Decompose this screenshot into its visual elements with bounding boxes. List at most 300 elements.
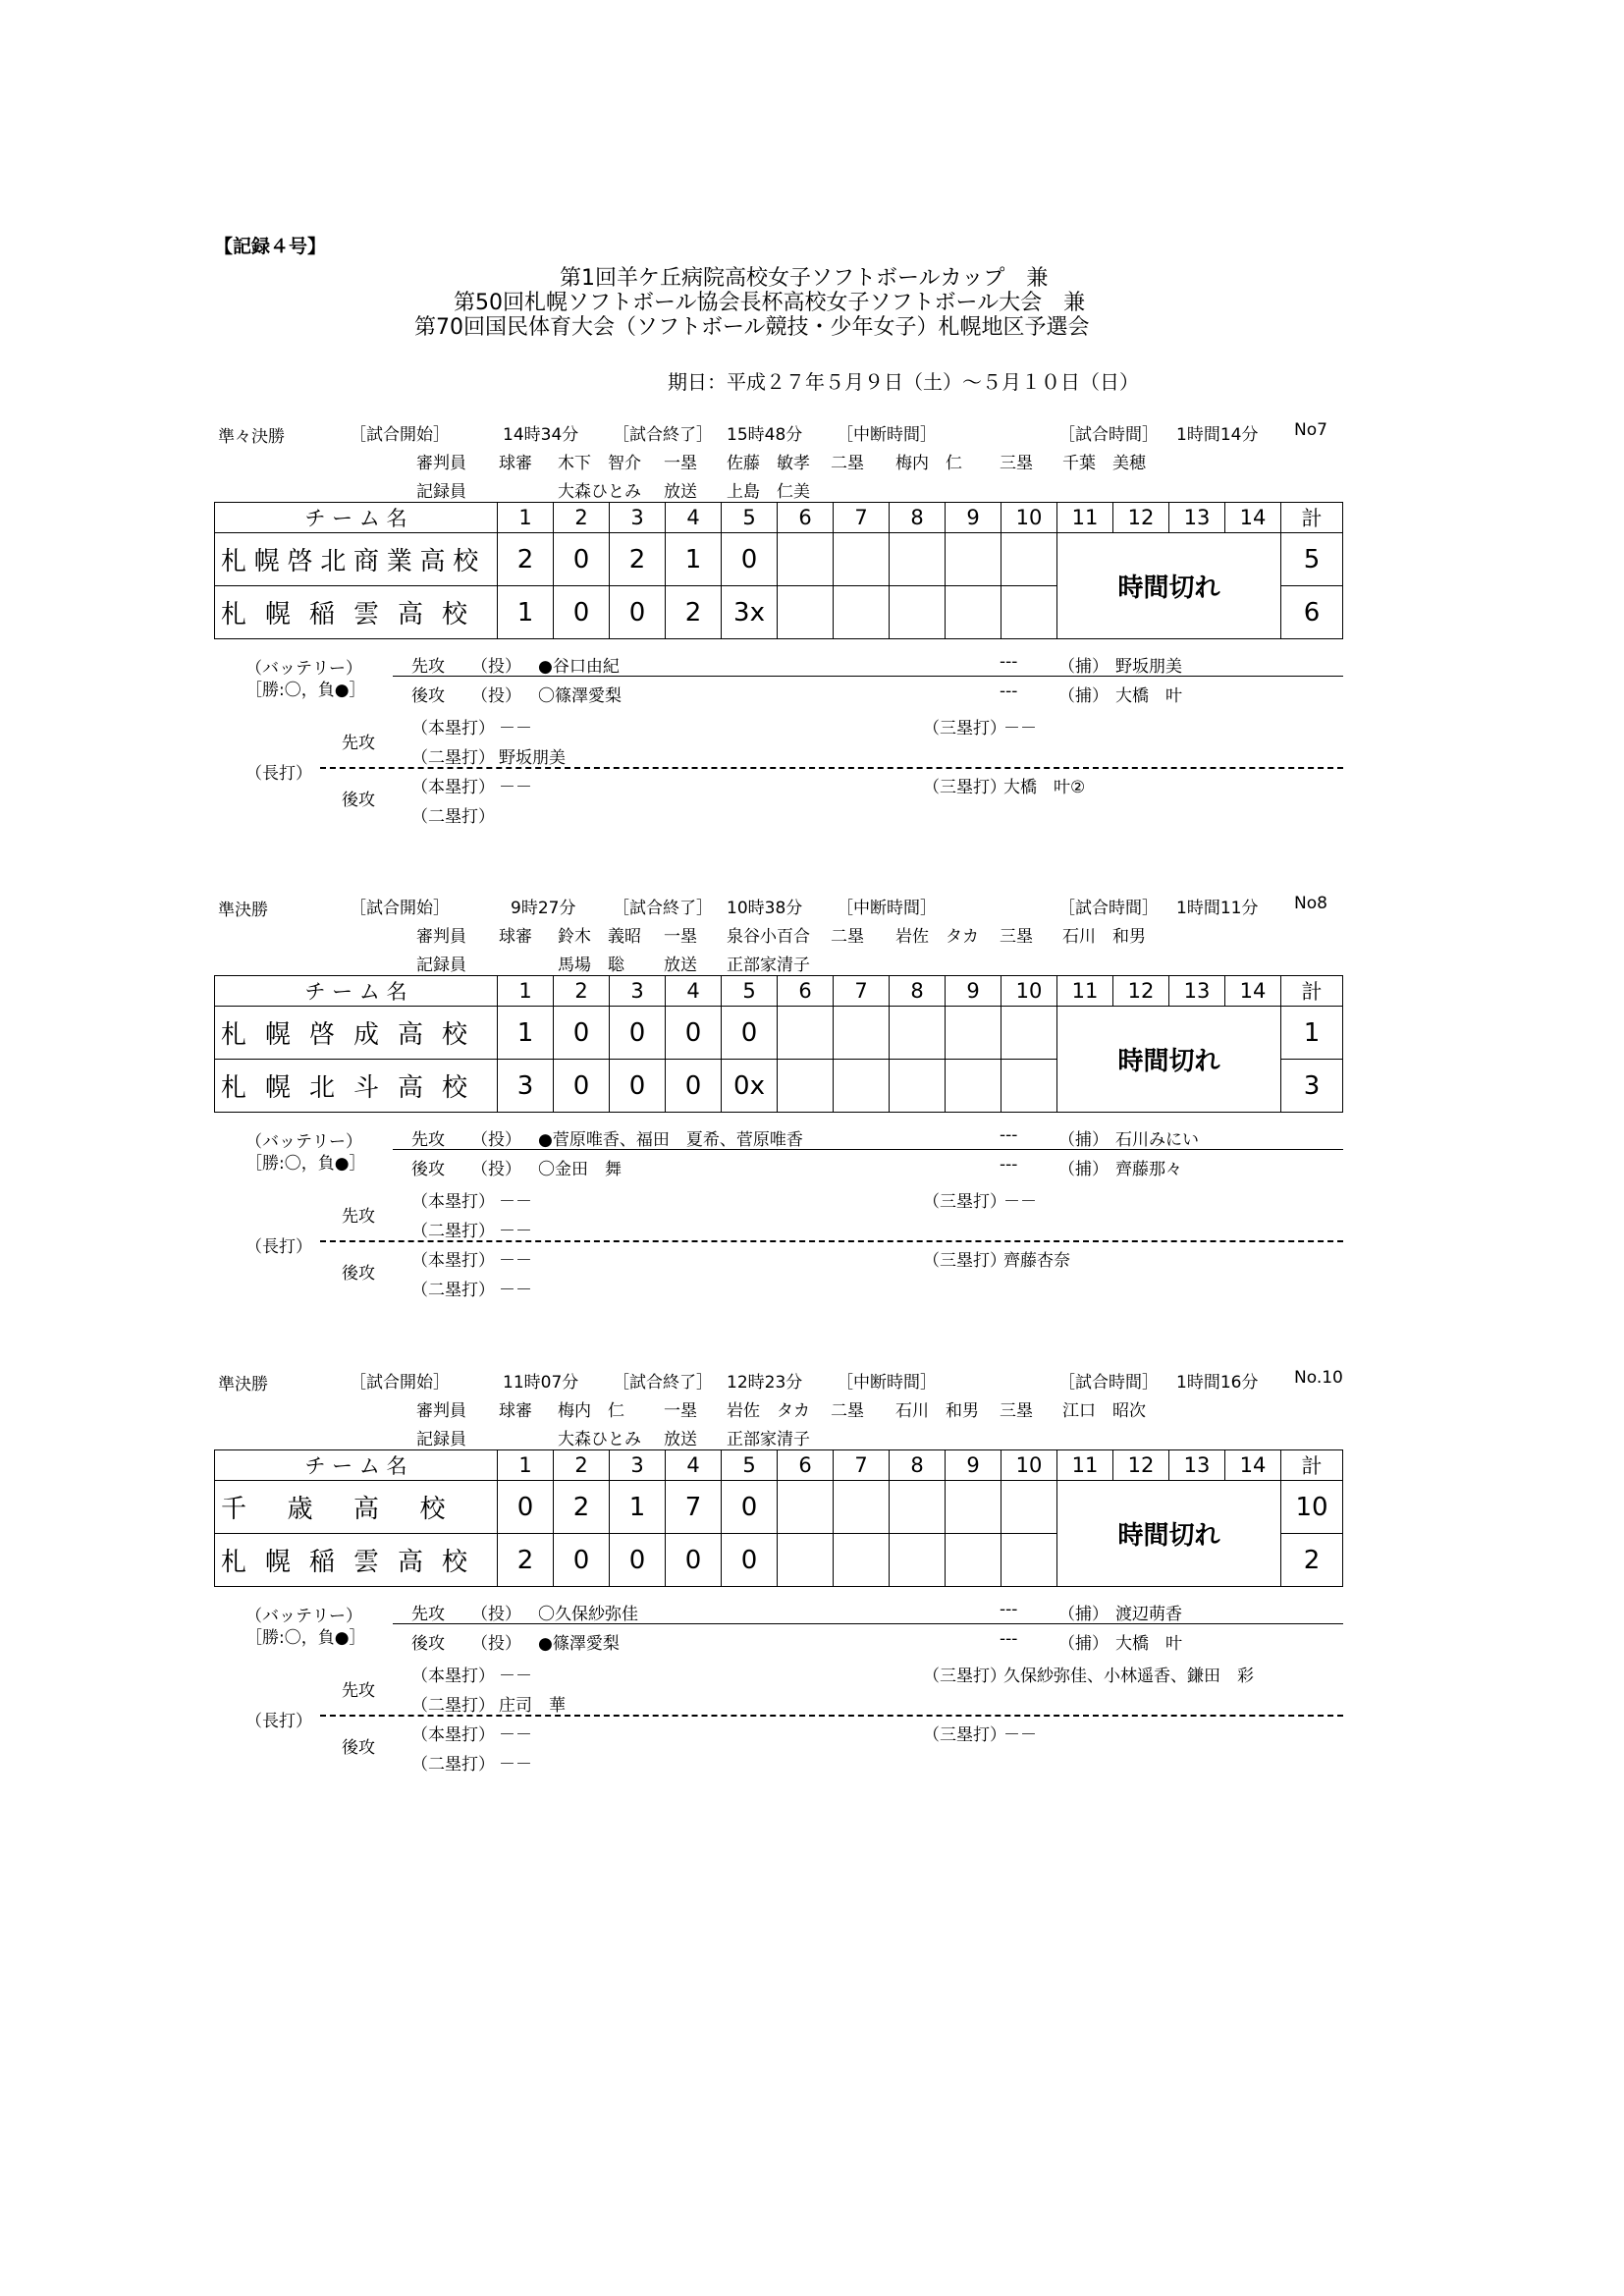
team-name-char: 幌 <box>265 1020 292 1050</box>
first-double-label: （二塁打） <box>411 1222 495 1241</box>
inning-score: 2 <box>610 533 666 586</box>
inning-score: 0 <box>666 1060 722 1113</box>
inning-header: 2 <box>554 976 610 1007</box>
second-pitcher: 〇篠澤愛梨 <box>538 686 622 706</box>
inning-score: 3x <box>722 586 778 639</box>
broadcast-name: 正部家清子 <box>727 1430 810 1449</box>
second-attack-label: 後攻 <box>411 1634 445 1654</box>
first-attack-label: 先攻 <box>411 1130 445 1150</box>
team-name-char: 高 <box>353 1495 380 1524</box>
team-name-char: 千 <box>221 1495 247 1524</box>
start-label: ［試合開始］ <box>350 425 450 445</box>
inning-header: 5 <box>722 976 778 1007</box>
team-name-char: 高 <box>398 600 424 629</box>
inning-score <box>834 1060 890 1113</box>
catcher-label-1: （捕） <box>1058 657 1109 677</box>
duration-label: ［試合時間］ <box>1058 899 1159 918</box>
game-number: No.10 <box>1294 1368 1343 1388</box>
team-total: 10 <box>1281 1481 1343 1534</box>
inning-score: 3 <box>498 1060 554 1113</box>
inning-header: 11 <box>1057 1450 1113 1481</box>
second-base-umpire: 梅内 仁 <box>895 454 962 473</box>
team-name-char: 札 <box>221 1020 247 1050</box>
inning-score <box>778 586 834 639</box>
team-name-text <box>221 541 486 577</box>
team-name-char: 高 <box>398 1548 424 1577</box>
end-time: 10時38分 <box>727 899 803 918</box>
recorder-name: 馬場 聡 <box>558 956 624 975</box>
first-base-label: 一塁 <box>664 454 697 473</box>
inning-score: 2 <box>554 1481 610 1534</box>
inning-score <box>1001 586 1057 639</box>
inning-header: 11 <box>1057 976 1113 1007</box>
inning-score <box>834 1007 890 1060</box>
broadcast-label: 放送 <box>664 482 697 502</box>
inning-header: 5 <box>722 1450 778 1481</box>
plate-umpire: 梅内 仁 <box>558 1401 624 1421</box>
battery-label: （バッテリー） <box>245 1132 362 1152</box>
team-name-text <box>221 594 486 630</box>
second-double: －－ <box>499 1755 532 1775</box>
dash-2: --- <box>1000 1629 1018 1649</box>
team-total: 1 <box>1281 1007 1343 1060</box>
first-triple-label: （三塁打） <box>923 1667 1006 1686</box>
second-attack-label: 後攻 <box>411 686 445 706</box>
team-name-char: 業 <box>386 547 412 576</box>
pitcher-label-2: （投） <box>471 1160 521 1179</box>
title-line-2: 第50回札幌ソフトボール協会長杯高校女子ソフトボール大会 兼 <box>454 291 1086 315</box>
recorder-name: 大森ひとみ <box>558 482 641 502</box>
first-attack-label: 先攻 <box>411 1605 445 1624</box>
first-double: 庄司 華 <box>499 1696 566 1716</box>
inning-header: 3 <box>610 976 666 1007</box>
title-line-3: 第70回国民体育大会（ソフトボール競技・少年女子）札幌地区予選会 <box>414 315 1090 340</box>
inning-score: 0 <box>722 1007 778 1060</box>
second-base-label: 二塁 <box>831 454 864 473</box>
umpire-label: 審判員 <box>416 454 466 473</box>
long-second-attack-label: 後攻 <box>342 1264 375 1284</box>
plate-label: 球審 <box>499 927 532 947</box>
inning-header: 13 <box>1169 976 1225 1007</box>
inning-score: 0 <box>722 1481 778 1534</box>
inning-score <box>890 1534 946 1587</box>
second-triple: 齊藤杏奈 <box>1003 1251 1070 1271</box>
first-double-label: （二塁打） <box>411 748 495 768</box>
inning-score <box>834 586 890 639</box>
team-name-char: 高 <box>419 547 446 576</box>
first-base-label: 一塁 <box>664 927 697 947</box>
first-base-umpire: 泉谷小百合 <box>727 927 810 947</box>
first-double: 野坂朋美 <box>499 748 566 768</box>
inning-header: 3 <box>610 1450 666 1481</box>
second-hr-label: （本塁打） <box>411 1725 495 1745</box>
first-catcher: 野坂朋美 <box>1115 657 1182 677</box>
long-hits-label: （長打） <box>245 1237 312 1257</box>
team-name-char: 札 <box>221 1073 247 1103</box>
second-hr-label: （本塁打） <box>411 778 495 797</box>
battery-divider <box>393 676 1343 677</box>
first-triple: －－ <box>1003 1192 1037 1212</box>
inning-header: 9 <box>946 976 1001 1007</box>
end-label: ［試合終了］ <box>613 425 713 445</box>
first-hr-label: （本塁打） <box>411 719 495 738</box>
inning-score <box>1001 1481 1057 1534</box>
win-loss-label: ［勝:〇，負●］ <box>245 681 366 700</box>
team-total: 3 <box>1281 1060 1343 1113</box>
inning-score <box>890 1481 946 1534</box>
dash-1: --- <box>1000 652 1018 672</box>
inning-header: 13 <box>1169 503 1225 533</box>
first-pitcher: ●菅原唯香、福田 夏希、菅原唯香 <box>538 1130 803 1150</box>
first-hr: －－ <box>499 1192 532 1212</box>
second-triple-label: （三塁打） <box>923 1725 1006 1745</box>
first-triple: －－ <box>1003 719 1037 738</box>
inning-score <box>946 533 1001 586</box>
end-label: ［試合終了］ <box>613 1373 713 1393</box>
team-name <box>215 1060 498 1113</box>
first-triple: 久保紗弥佳、小林遥香、鎌田 彩 <box>1003 1667 1254 1686</box>
inning-header: 8 <box>890 1450 946 1481</box>
plate-label: 球審 <box>499 1401 532 1421</box>
inning-header: 1 <box>498 1450 554 1481</box>
inning-score: 0 <box>554 586 610 639</box>
scoreboard <box>214 975 1343 1113</box>
second-attack-label: 後攻 <box>411 1160 445 1179</box>
inning-header: 2 <box>554 503 610 533</box>
inning-score: 7 <box>666 1481 722 1534</box>
catcher-label-2: （捕） <box>1058 1634 1109 1654</box>
inning-header: 8 <box>890 976 946 1007</box>
first-base-label: 一塁 <box>664 1401 697 1421</box>
team-name-char: 校 <box>442 1548 468 1577</box>
recorder-label: 記録員 <box>416 956 466 975</box>
second-pitcher: ●篠澤愛梨 <box>538 1634 620 1654</box>
long-hits-divider <box>320 767 1343 769</box>
start-label: ［試合開始］ <box>350 899 450 918</box>
dash-1: --- <box>1000 1125 1018 1145</box>
team-name <box>215 1534 498 1587</box>
pitcher-label-2: （投） <box>471 1634 521 1654</box>
inning-score: 1 <box>498 1007 554 1060</box>
inning-score <box>946 1534 1001 1587</box>
recorder-label: 記録員 <box>416 1430 466 1449</box>
inning-header: 11 <box>1057 503 1113 533</box>
inning-score <box>946 1060 1001 1113</box>
inning-score <box>778 533 834 586</box>
inning-header: 4 <box>666 976 722 1007</box>
suspend-label: ［中断時間］ <box>837 899 937 918</box>
team-name-char: 高 <box>398 1073 424 1103</box>
second-pitcher: 〇金田 舞 <box>538 1160 622 1179</box>
inning-score: 2 <box>498 1534 554 1587</box>
inning-score <box>834 1481 890 1534</box>
inning-score: 0 <box>666 1534 722 1587</box>
second-base-label: 二塁 <box>831 1401 864 1421</box>
catcher-label-1: （捕） <box>1058 1130 1109 1150</box>
inning-score <box>890 1060 946 1113</box>
catcher-label-2: （捕） <box>1058 1160 1109 1179</box>
team-name-char: 雲 <box>353 1548 380 1577</box>
inning-score <box>1001 1007 1057 1060</box>
first-attack-label: 先攻 <box>411 657 445 677</box>
third-base-label: 三塁 <box>1000 454 1033 473</box>
team-name-char: 幌 <box>265 1073 292 1103</box>
first-triple-label: （三塁打） <box>923 719 1006 738</box>
suspend-label: ［中断時間］ <box>837 1373 937 1393</box>
dash-1: --- <box>1000 1600 1018 1619</box>
team-name <box>215 1481 498 1534</box>
inning-header: 9 <box>946 1450 1001 1481</box>
win-loss-label: ［勝:〇，負●］ <box>245 1154 366 1174</box>
second-double-label: （二塁打） <box>411 807 495 827</box>
first-pitcher: ●谷口由紀 <box>538 657 620 677</box>
first-triple-label: （三塁打） <box>923 1192 1006 1212</box>
inning-score <box>778 1007 834 1060</box>
first-hr-label: （本塁打） <box>411 1192 495 1212</box>
team-name-char: 校 <box>442 1020 468 1050</box>
inning-score <box>946 586 1001 639</box>
inning-header: 6 <box>778 503 834 533</box>
end-time: 15時48分 <box>727 425 803 445</box>
win-loss-label: ［勝:〇，負●］ <box>245 1628 366 1648</box>
team-name-char: 歳 <box>287 1495 313 1524</box>
first-base-umpire: 岩佐 タカ <box>727 1401 810 1421</box>
suspend-label: ［中断時間］ <box>837 425 937 445</box>
inning-score <box>1001 1060 1057 1113</box>
duration-time: 1時間14分 <box>1176 425 1259 445</box>
long-first-attack-label: 先攻 <box>342 1207 375 1227</box>
team-name-char: 稲 <box>309 1548 336 1577</box>
inning-score <box>778 1060 834 1113</box>
inning-score <box>946 1007 1001 1060</box>
battery-divider <box>393 1149 1343 1150</box>
inning-score: 0 <box>554 1060 610 1113</box>
inning-score: 1 <box>666 533 722 586</box>
inning-header: 12 <box>1113 976 1169 1007</box>
inning-header: 6 <box>778 1450 834 1481</box>
team-name-char: 雲 <box>353 600 380 629</box>
team-name-char: 幌 <box>265 1548 292 1577</box>
game-note: 時間切れ <box>1057 1481 1281 1587</box>
team-name <box>215 586 498 639</box>
record-number: 【記録４号】 <box>214 236 327 257</box>
second-double-label: （二塁打） <box>411 1755 495 1775</box>
duration-time: 1時間11分 <box>1176 899 1259 918</box>
inning-header: 4 <box>666 1450 722 1481</box>
first-base-umpire: 佐藤 敏孝 <box>727 454 810 473</box>
inning-header: 10 <box>1001 976 1057 1007</box>
end-label: ［試合終了］ <box>613 899 713 918</box>
long-second-attack-label: 後攻 <box>342 791 375 810</box>
long-first-attack-label: 先攻 <box>342 734 375 753</box>
inning-score: 2 <box>498 533 554 586</box>
inning-header: 7 <box>834 503 890 533</box>
scoreboard <box>214 502 1343 639</box>
inning-header: 14 <box>1225 1450 1281 1481</box>
inning-score: 0x <box>722 1060 778 1113</box>
long-second-attack-label: 後攻 <box>342 1738 375 1758</box>
inning-score: 1 <box>498 586 554 639</box>
pitcher-label-1: （投） <box>471 1130 521 1150</box>
plate-label: 球審 <box>499 454 532 473</box>
inning-score: 0 <box>610 1060 666 1113</box>
start-time: 14時34分 <box>503 425 579 445</box>
team-name <box>215 1007 498 1060</box>
inning-score: 0 <box>610 1007 666 1060</box>
second-hr: －－ <box>499 1251 532 1271</box>
first-catcher: 渡辺萌香 <box>1115 1605 1182 1624</box>
inning-header: 12 <box>1113 503 1169 533</box>
second-hr: －－ <box>499 1725 532 1745</box>
inning-header: 5 <box>722 503 778 533</box>
third-base-umpire: 石川 和男 <box>1062 927 1146 947</box>
team-name-header: チ ー ム 名 <box>215 503 498 533</box>
team-name-char: 稲 <box>309 600 336 629</box>
team-name-char: 校 <box>442 600 468 629</box>
inning-score: 0 <box>722 533 778 586</box>
long-hits-divider <box>320 1715 1343 1717</box>
team-name-char: 北 <box>320 547 347 576</box>
team-total: 2 <box>1281 1534 1343 1587</box>
third-base-label: 三塁 <box>1000 927 1033 947</box>
team-name-header: チ ー ム 名 <box>215 976 498 1007</box>
battery-divider <box>393 1623 1343 1624</box>
inning-score <box>1001 1534 1057 1587</box>
period: 期日：平成２７年５月９日（土）～５月１０日（日） <box>668 370 1139 394</box>
title-line-1: 第1回羊ケ丘病院高校女子ソフトボールカップ 兼 <box>560 266 1049 291</box>
inning-header: 9 <box>946 503 1001 533</box>
plate-umpire: 鈴木 義昭 <box>558 927 641 947</box>
inning-header: 13 <box>1169 1450 1225 1481</box>
first-hr: －－ <box>499 719 532 738</box>
second-base-label: 二塁 <box>831 927 864 947</box>
start-label: ［試合開始］ <box>350 1373 450 1393</box>
second-catcher: 大橋 叶 <box>1115 686 1182 706</box>
inning-score <box>778 1481 834 1534</box>
long-first-attack-label: 先攻 <box>342 1681 375 1701</box>
inning-header: 8 <box>890 503 946 533</box>
team-name-char: 啓 <box>309 1020 336 1050</box>
second-catcher: 大橋 叶 <box>1115 1634 1182 1654</box>
inning-header: 4 <box>666 503 722 533</box>
inning-header: 7 <box>834 976 890 1007</box>
team-name-header: チ ー ム 名 <box>215 1450 498 1481</box>
first-catcher: 石川みにい <box>1115 1130 1199 1150</box>
catcher-label-2: （捕） <box>1058 686 1109 706</box>
long-hits-label: （長打） <box>245 764 312 784</box>
team-name-char: 校 <box>453 547 479 576</box>
umpire-label: 審判員 <box>416 927 466 947</box>
pitcher-label-1: （投） <box>471 1605 521 1624</box>
battery-label: （バッテリー） <box>245 659 362 679</box>
plate-umpire: 木下 智介 <box>558 454 641 473</box>
inning-score: 1 <box>610 1481 666 1534</box>
team-name-char: 札 <box>221 600 247 629</box>
second-triple-label: （三塁打） <box>923 1251 1006 1271</box>
total-header: 計 <box>1281 976 1343 1007</box>
scoreboard <box>214 1449 1343 1587</box>
team-name-char: 幌 <box>265 600 292 629</box>
first-hr-label: （本塁打） <box>411 1667 495 1686</box>
inning-score <box>834 1534 890 1587</box>
total-header: 計 <box>1281 1450 1343 1481</box>
broadcast-name: 上島 仁美 <box>727 482 810 502</box>
second-hr: －－ <box>499 778 532 797</box>
recorder-label: 記録員 <box>416 482 466 502</box>
third-base-umpire: 千葉 美穂 <box>1062 454 1146 473</box>
inning-header: 2 <box>554 1450 610 1481</box>
game-note: 時間切れ <box>1057 1007 1281 1113</box>
team-name-text <box>221 1014 486 1051</box>
first-double: －－ <box>499 1222 532 1241</box>
inning-score: 0 <box>666 1007 722 1060</box>
inning-header: 7 <box>834 1450 890 1481</box>
team-name-char: 幌 <box>253 547 280 576</box>
team-name-char: 校 <box>442 1073 468 1103</box>
umpire-label: 審判員 <box>416 1401 466 1421</box>
inning-header: 1 <box>498 503 554 533</box>
third-base-umpire: 江口 昭次 <box>1062 1401 1146 1421</box>
team-name-text <box>221 1067 486 1104</box>
inning-score <box>890 586 946 639</box>
recorder-name: 大森ひとみ <box>558 1430 641 1449</box>
round-label: 準決勝 <box>218 901 268 920</box>
inning-header: 10 <box>1001 503 1057 533</box>
inning-header: 1 <box>498 976 554 1007</box>
broadcast-name: 正部家清子 <box>727 956 810 975</box>
team-name-char: 成 <box>353 1020 380 1050</box>
inning-score: 0 <box>722 1534 778 1587</box>
team-name-char: 札 <box>221 547 247 576</box>
dash-2: --- <box>1000 1155 1018 1175</box>
inning-score <box>1001 533 1057 586</box>
inning-score <box>778 1534 834 1587</box>
team-name-char: 札 <box>221 1548 247 1577</box>
inning-score: 2 <box>666 586 722 639</box>
second-base-umpire: 岩佐 タカ <box>895 927 979 947</box>
first-double-label: （二塁打） <box>411 1696 495 1716</box>
inning-score <box>890 533 946 586</box>
team-total: 5 <box>1281 533 1343 586</box>
second-hr-label: （本塁打） <box>411 1251 495 1271</box>
second-double: －－ <box>499 1281 532 1300</box>
team-name-text <box>221 1542 486 1578</box>
broadcast-label: 放送 <box>664 1430 697 1449</box>
inning-score <box>890 1007 946 1060</box>
broadcast-label: 放送 <box>664 956 697 975</box>
game-number: No8 <box>1294 894 1327 913</box>
third-base-label: 三塁 <box>1000 1401 1033 1421</box>
end-time: 12時23分 <box>727 1373 803 1393</box>
inning-score: 0 <box>554 1534 610 1587</box>
inning-score: 0 <box>498 1481 554 1534</box>
inning-score: 0 <box>610 1534 666 1587</box>
team-name-char: 校 <box>419 1495 446 1524</box>
start-time: 9時27分 <box>511 899 576 918</box>
round-label: 準々決勝 <box>218 427 285 447</box>
second-triple: 大橋 叶② <box>1003 778 1086 797</box>
battery-label: （バッテリー） <box>245 1607 362 1626</box>
second-double-label: （二塁打） <box>411 1281 495 1300</box>
inning-score: 0 <box>554 533 610 586</box>
inning-header: 10 <box>1001 1450 1057 1481</box>
total-header: 計 <box>1281 503 1343 533</box>
inning-header: 6 <box>778 976 834 1007</box>
catcher-label-1: （捕） <box>1058 1605 1109 1624</box>
second-base-umpire: 石川 和男 <box>895 1401 979 1421</box>
first-pitcher: 〇久保紗弥佳 <box>538 1605 638 1624</box>
pitcher-label-1: （投） <box>471 657 521 677</box>
